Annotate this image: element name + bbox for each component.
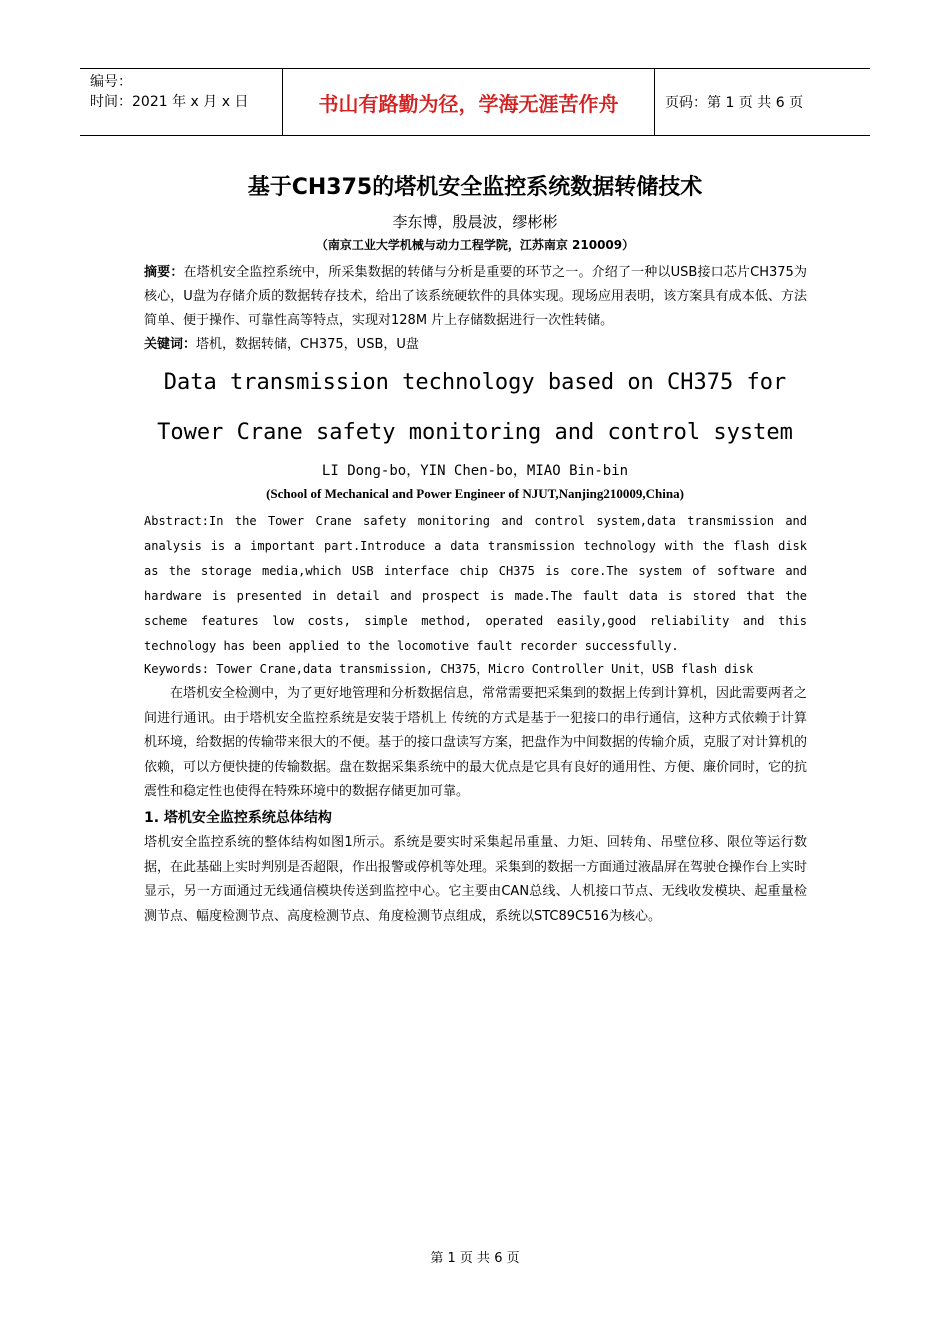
- abstract-en-label: Abstract:: [144, 514, 210, 528]
- authors-cn: 李东博，殷晨波，缪彬彬: [392, 213, 558, 231]
- header-page-info: 页码：第 1 页 共 6 页: [665, 95, 804, 111]
- paper-title-cn: 基于CH375的塔机安全监控系统数据转储技术: [247, 175, 703, 200]
- serial-label: 编号：: [90, 74, 132, 90]
- intro-paragraph: 在塔机安全检测中，为了更好地管理和分析数据信息，常常需要把采集到的数据上传到计算机，因此需要两者之间进行通讯。由于塔机安全监控系统是安装于塔机上 传统的方式是基于一犯接口的串行通信，这种方式依赖于计算机环境，给数据的传输带来很大的不便。基于的接口盘读写方案，把盘作为中间数据的传输介质，克服了对计算机的依赖，可以方便快捷的传输数据。盘在数据采集系统中的最大优点是它具有良好的通用性、方便、廉价同时，它的抗震性和稳定性也使得在特殊环境中的数据存储更加可靠。: [144, 686, 808, 799]
- affiliation-en: (School of Mechanical and Power Engineer of NJUT,Nanjing210009,China): [266, 486, 684, 501]
- authors-en: LI Dong-bo，YIN Chen-bo，MIAO Bin-bin: [321, 463, 629, 479]
- abstract-cn-text: 在塔机安全监控系统中，所采集数据的转储与分析是重要的环节之一。介绍了一种以USB接口芯片CH375为核心，U盘为存储介质的数据转存技术，给出了该系统硬软件的具体实现。现场应用表明，该方案具有成本低、方法简单、便于操作、可靠性高等特点，实现对128M 片上存储数据进行一次性转储。: [144, 265, 807, 328]
- abstract-en: [144, 509, 807, 659]
- paper-title-en-line1: Data transmission technology based on CH375 for: [163, 370, 787, 395]
- paper-title-en-line2: Tower Crane safety monitoring and control system: [157, 420, 793, 445]
- header-meta: [80, 69, 282, 135]
- date-label: 时间：2021 年 x 月 x 日: [90, 94, 249, 110]
- page-header: [80, 68, 870, 136]
- keywords-en-label: Keywords:: [144, 662, 210, 676]
- keywords-en: [144, 659, 807, 679]
- abstract-cn: [144, 261, 807, 333]
- header-motto: 书山有路勤为径，学海无涯苦作舟: [282, 69, 655, 135]
- abstract-cn-label: 摘要：: [144, 265, 184, 280]
- section-1-body: 塔机安全监控系统的整体结构如图1所示。系统是要实时采集起吊重量、力矩、回转角、吊壁位移、限位等运行数据，在此基础上实时判别是否超限，作出报警或停机等处理。采集到的数据一方面通过液晶屏在驾驶仓操作台上实时显示，另一方面通过无线通信模块传送到监控中心。它主要由CAN总线、人机接口节点、无线收发模块、起重量检测节点、幅度检测节点、高度检测节点、角度检测节点组成，系统以STC89C516为核心。: [144, 835, 808, 924]
- affiliation-cn: （南京工业大学机械与动力工程学院，江苏南京 210009）: [315, 238, 635, 252]
- keywords-cn-label: 关键词：: [144, 337, 197, 352]
- section-1-heading: 1. 塔机安全监控系统总体结构: [144, 810, 332, 826]
- abstract-en-text: In the Tower Crane safety monitoring and control system,data transmission and analysis is a important part.Introduce a data transmission technology with the flash disk as the storage media,which USB interface chip CH375 is core.The system of software and hardware is presented in detail and prospect is made.The fault data is stored that the scheme features low costs, simple method, operated easily,good reliability and this technology has been applied to the locomotive fault recorder successfully.: [144, 514, 807, 653]
- keywords-cn-text: 塔机，数据转储，CH375，USB，U盘: [196, 337, 419, 352]
- keywords-cn: [144, 335, 807, 355]
- keywords-en-text: Tower Crane,data transmission, CH375，Micro Controller Unit，USB flash disk: [209, 662, 754, 676]
- page-footer: 第 1 页 共 6 页: [430, 1251, 520, 1266]
